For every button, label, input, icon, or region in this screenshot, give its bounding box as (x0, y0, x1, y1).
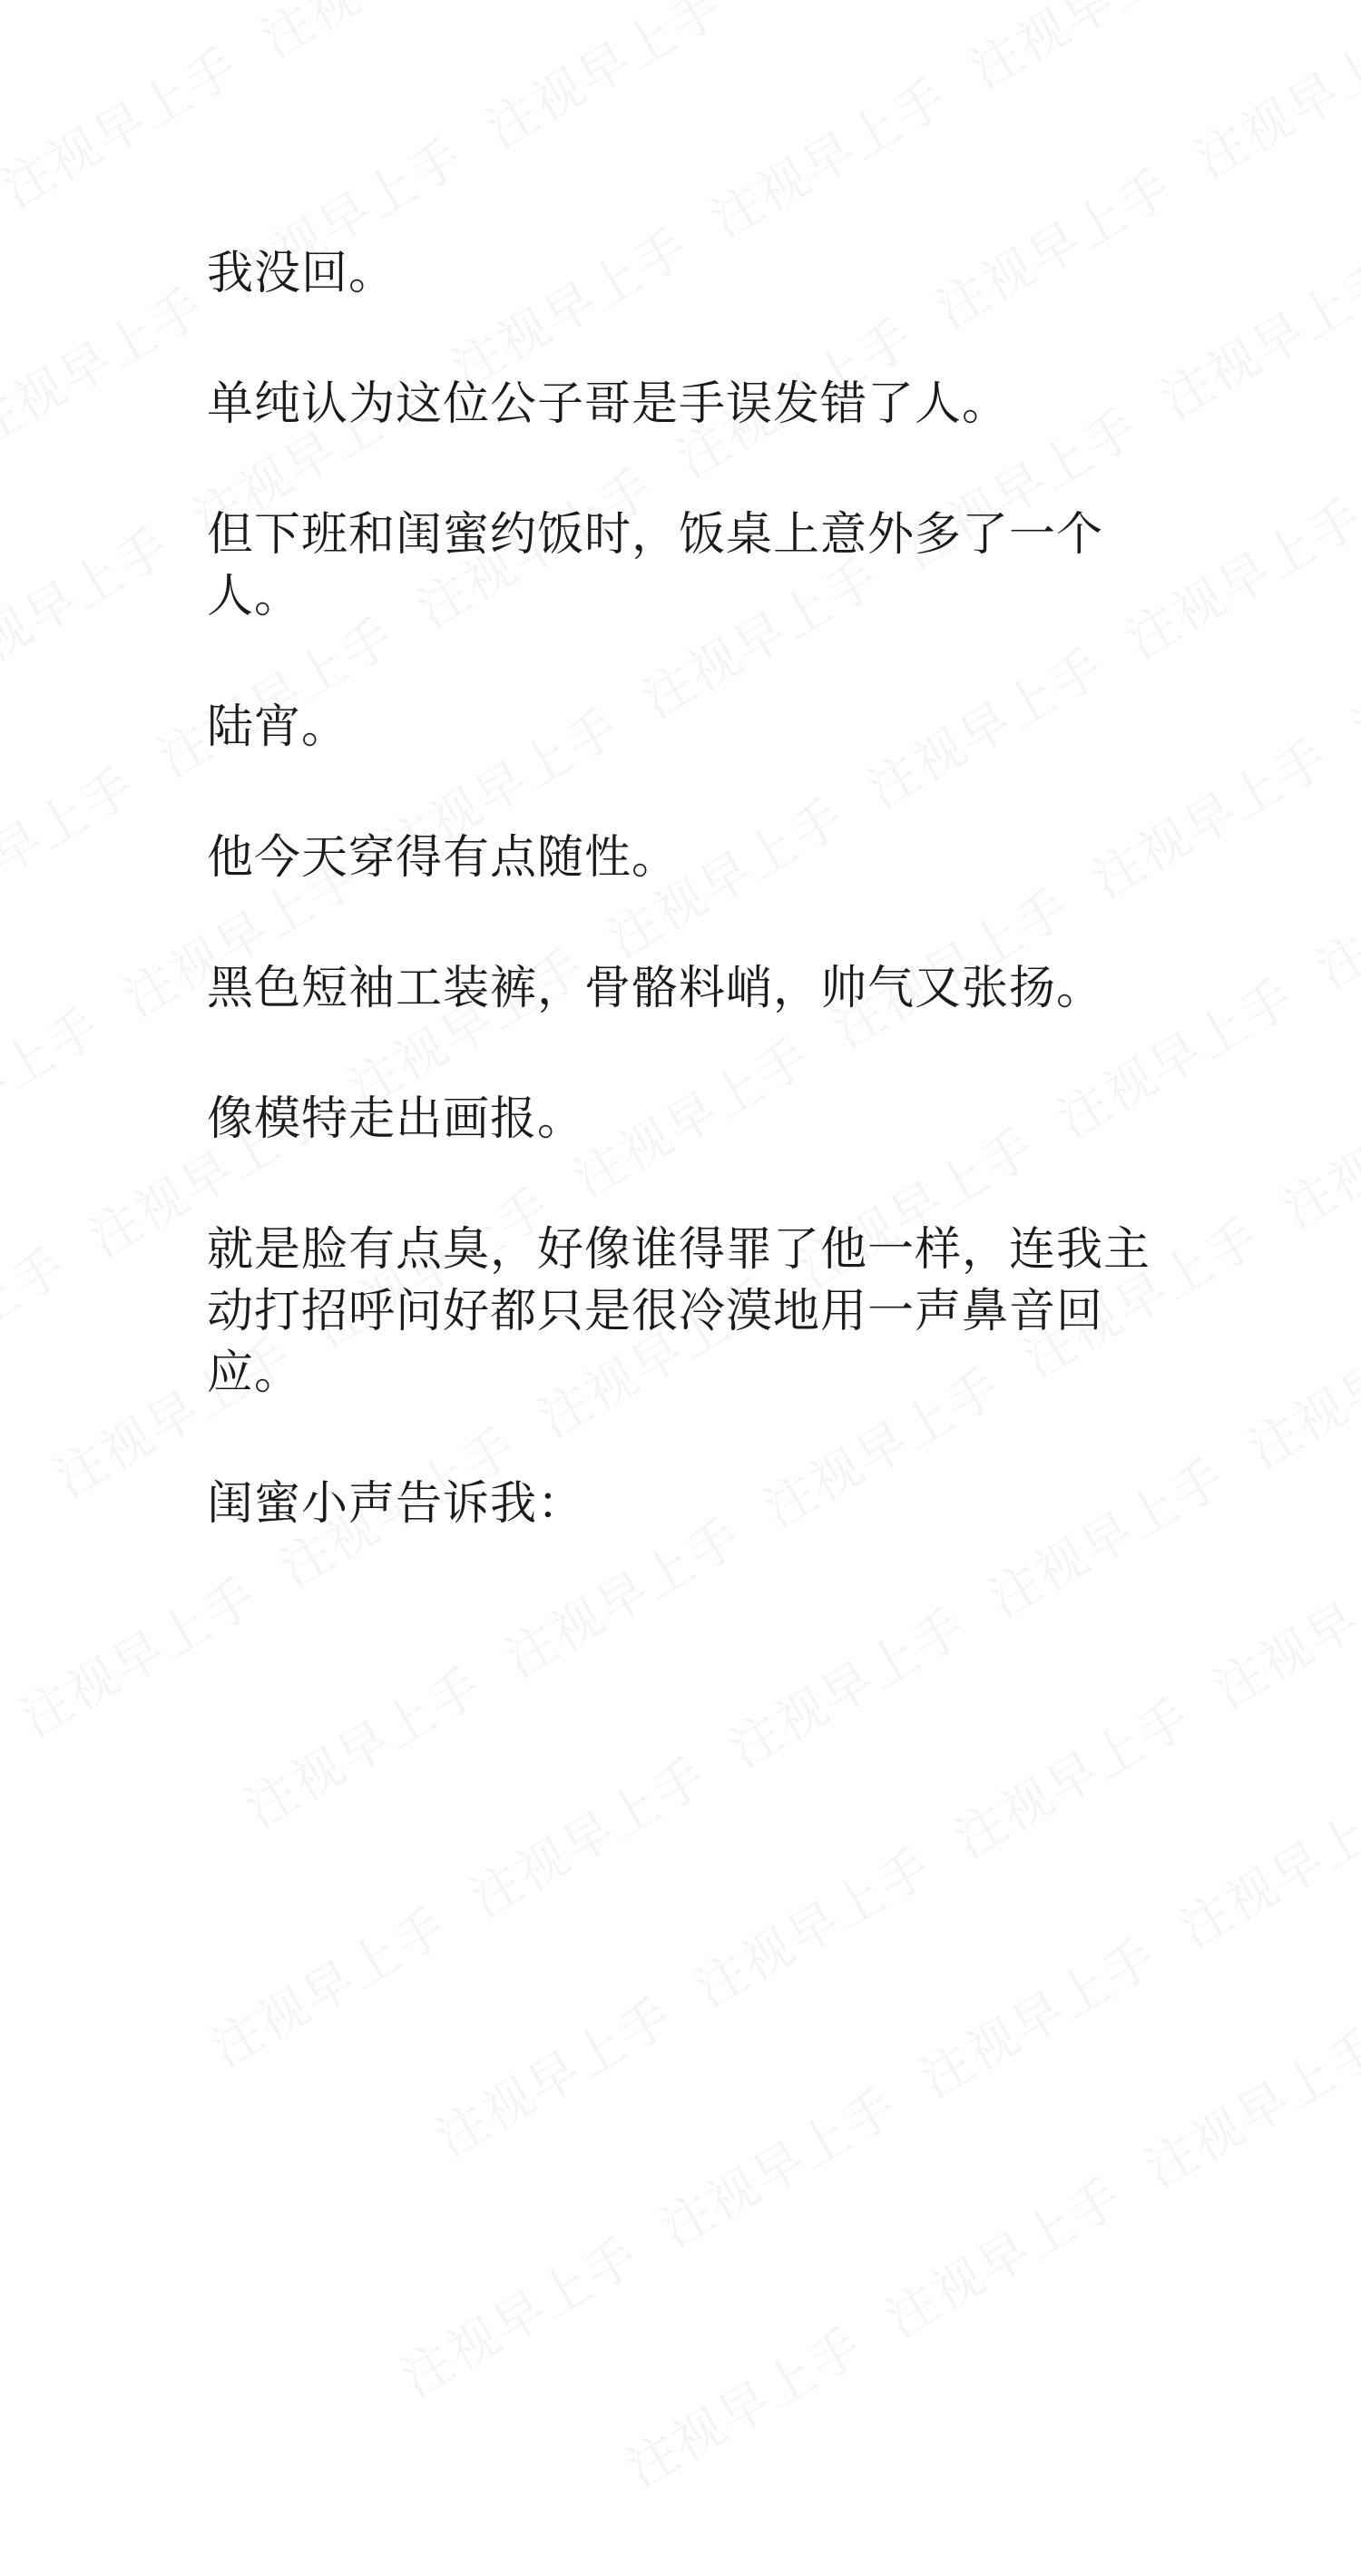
watermark-text (939, 1678, 1203, 1872)
paragraph: 但下班和闺蜜约饭时，饭桌上意外多了一个人。 (207, 508, 1104, 623)
watermark-text (870, 2158, 1134, 2352)
watermark-text (0, 747, 148, 941)
watermark-text (1164, 1768, 1361, 1962)
paragraph: 陆宵。 (207, 700, 349, 754)
watermark-text (680, 1827, 944, 2022)
watermark-text (421, 1977, 685, 2171)
paragraph: 黑色短袖工装裤，骨骼料峭，帅气又张扬。 (207, 962, 1104, 1015)
paragraph: 就是脸有点臭，好像谁得罪了他一样，连我主动打招呼问好都只是很冷漠地用一声鼻音回应。 (207, 1223, 1151, 1400)
watermark-text (0, 268, 216, 462)
watermark-text (1337, 568, 1361, 762)
watermark-text (905, 1917, 1169, 2111)
watermark-text (1130, 2008, 1361, 2202)
watermark-text (455, 1738, 719, 1932)
watermark-text (196, 1887, 460, 2081)
watermark-text (0, 0, 25, 132)
watermark-text (1233, 1288, 1361, 1483)
watermark-text (1180, 0, 1361, 193)
paragraph: 像模特走出画报。 (207, 1092, 585, 1146)
watermark-text (0, 987, 113, 1181)
watermark-text (714, 1588, 978, 1782)
watermark-text (696, 58, 960, 252)
watermark-text (730, 0, 994, 13)
watermark-text (0, 507, 182, 701)
watermark-text (230, 1647, 494, 1841)
watermark-text (1199, 1528, 1361, 1722)
paragraph: 我没回。 (207, 247, 397, 300)
watermark-text (1302, 808, 1361, 1003)
paragraph: 单纯认为这位公子哥是手误发错了人。 (207, 377, 1010, 431)
watermark-text (955, 0, 1219, 103)
watermark-text (0, 27, 250, 221)
watermark-text (1146, 239, 1361, 433)
watermark-text (246, 0, 510, 73)
paragraph: 闺蜜小声告诉我： (207, 1477, 585, 1531)
watermark-text (645, 2067, 909, 2261)
paragraph: 他今天穿得有点随性。 (207, 831, 680, 885)
watermark-text (471, 0, 735, 162)
watermark-text (0, 1227, 79, 1421)
article-body (207, 243, 1160, 1604)
watermark-text (387, 2217, 651, 2411)
watermark-text (612, 2307, 876, 2502)
watermark-text (1268, 1048, 1361, 1242)
